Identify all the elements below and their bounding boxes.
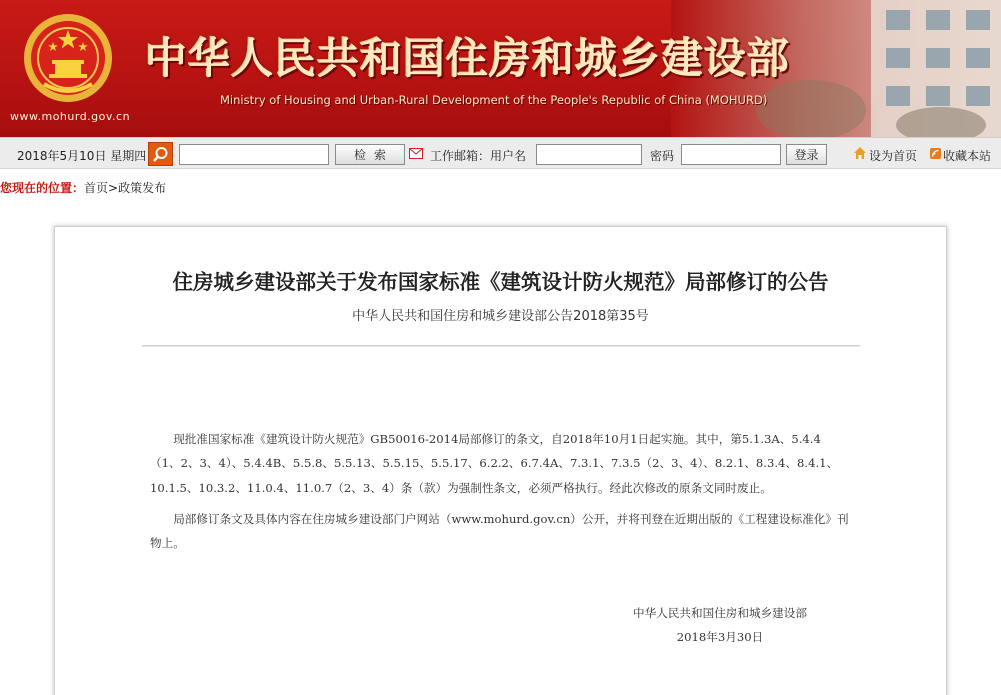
article-body [150,427,850,562]
password-input[interactable] [681,144,781,165]
login-button[interactable]: 登录 [786,144,827,165]
mail-icon [409,148,423,159]
bookmark-icon [930,148,941,159]
article-signature [615,601,825,649]
search-input[interactable] [179,144,329,165]
breadcrumb-separator: > [108,181,119,195]
work-mail-username-label: 工作邮箱：用户名 [430,149,527,163]
current-date: 2018年5月10日 星期四 [17,149,147,163]
article-title: 住房城乡建设部关于发布国家标准《建筑设计防火规范》局部修订的公告 [172,270,829,294]
title-divider [142,345,860,347]
set-homepage-link[interactable]: 设为首页 [869,149,918,163]
search-icon[interactable] [148,142,173,166]
breadcrumb-home-link[interactable]: 首页 [84,181,109,195]
signature-date: 2018年3月30日 [676,630,764,644]
breadcrumb [0,179,166,199]
site-url: www.mohurd.gov.cn [10,110,131,123]
add-bookmark-link[interactable]: 收藏本站 [943,149,992,163]
password-label: 密码 [650,149,675,163]
national-emblem-icon [22,12,114,104]
signature-organization: 中华人民共和国住房和城乡建设部 [633,606,807,620]
announcement-number: 中华人民共和国住房和城乡建设部公告2018第35号 [352,309,649,324]
article-paragraph: 现批准国家标准《建筑设计防火规范》GB50016-2014局部修订的条文，自2018年10月1日起实施。其中，第5.1.3A、5.4.4（1、2、3、4）、5.4.4B、5.5.8、5.5.13、5.5.15、5.5.17、6.2.2、6.7.4A、7.3.1、7.3.5（2、3、4）、8.2.1、8.3.4、8.4.1、10.1.5、10.3.2、11.0.4、11.0.7（2、3、4）条（款）为强制性条文，必须严格执行。经此次修改的原条文同时废止。 [150,432,839,495]
search-button[interactable]: 检索 [335,144,405,165]
home-icon [853,146,867,160]
breadcrumb-current-link[interactable]: 政策发布 [118,181,167,195]
top-toolbar [0,137,1001,169]
site-subtitle: Ministry of Housing and Urban-Rural Development of the People's Republic of China (MOHURD) [220,93,768,107]
username-input[interactable] [536,144,642,165]
article-paragraph: 局部修订条文及具体内容在住房城乡建设部门户网站（www.mohurd.gov.cn）公开，并将刊登在近期出版的《工程建设标准化》刊物上。 [150,511,849,551]
article-panel [54,226,947,695]
site-title: 中华人民共和国住房和城乡建设部 [145,34,791,83]
site-banner [0,0,1001,137]
breadcrumb-label: 您现在的位置： [0,181,85,195]
